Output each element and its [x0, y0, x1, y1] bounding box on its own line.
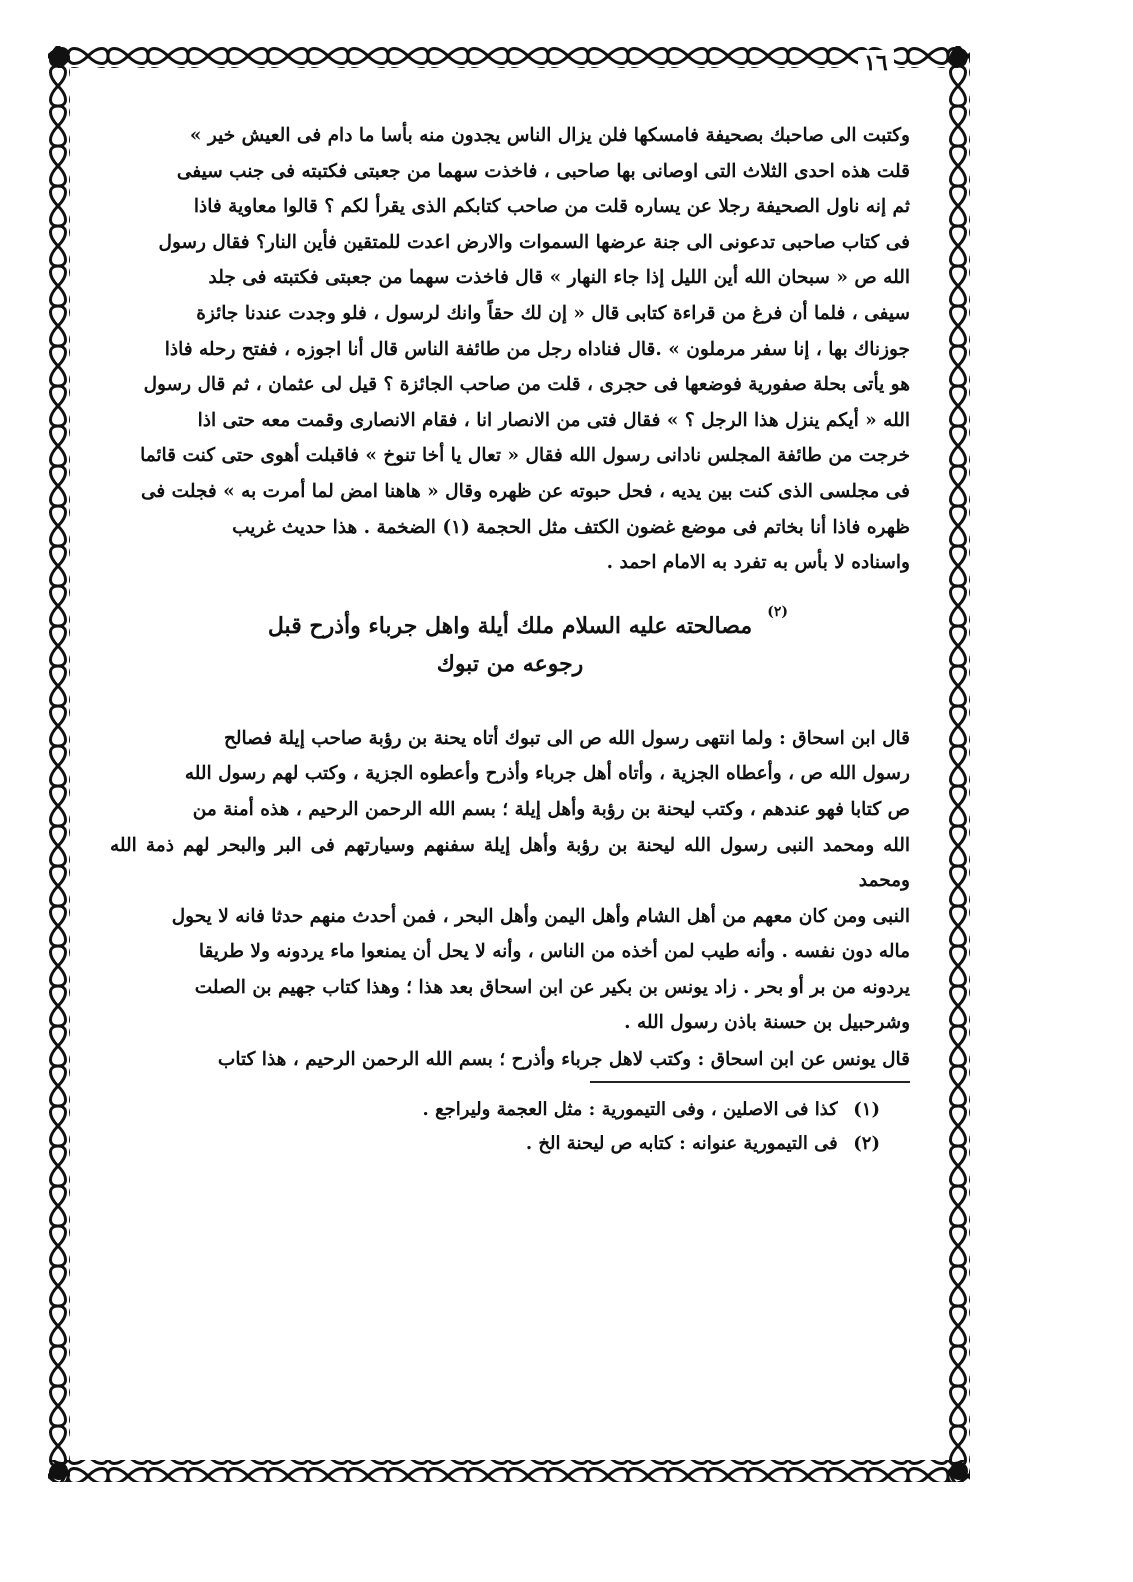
text-line: وكتبت الى صاحبك بصحيفة فامسكها فلن يزال الناس يجدون منه بأسا ما دام فى العيش خير »	[189, 125, 910, 146]
text-line: ثم إنه ناول الصحيفة رجلا عن يساره قلت من صاحب كتابكم الذى يقرأ لكم ؟ قالوا معاوية فاذا	[193, 196, 910, 218]
text-line: وشرحبيل بن حسنة باذن رسول الله .	[624, 1012, 910, 1034]
footnote-text: كذا فى الاصلين ، وفى التيمورية : مثل العجمة وليراجع .	[422, 1099, 838, 1121]
text-line: الله ومحمد النبى رسول الله ليحنة بن رؤبة وأهل إيلة سفنهم وسيارتهم فى البر والبحر لهم ذمة الله ومحمد	[110, 834, 910, 892]
heading-line: مصالحته عليه السلام ملك أيلة واهل جرباء وأذرح قبل	[267, 612, 753, 639]
text-line: قال ابن اسحاق : ولما انتهى رسول الله ص الى تبوك أتاه يحنة بن رؤبة صاحب إيلة فصالح	[223, 727, 910, 749]
text-line: قال يونس عن ابن اسحاق : وكتب لاهل جرباء وأذرح ؛ بسم الله الرحمن الرحيم ، هذا كتاب	[217, 1049, 910, 1071]
footnote-number: (١)	[853, 1099, 880, 1121]
footnote-number: (٢)	[853, 1133, 880, 1155]
page-content	[110, 118, 910, 1161]
paragraph-yunus	[110, 1041, 910, 1079]
text-line: فى كتاب صاحبى تدعونى الى جنة عرضها السموات والارض اعدت للمتقين فأين النار؟ فقال رسول	[158, 231, 910, 253]
footnotes	[110, 1093, 910, 1161]
text-line: فى مجلسى الذى كنت بين يديه ، فحل حبوته عن ظهره وقال « هاهنا امض لما أمرت به » فجلت فى	[140, 480, 910, 502]
section-heading	[110, 603, 910, 683]
text-line: يردونه من بر أو بحر . زاد يونس بن بكير عن ابن اسحاق بعد هذا ؛ وهذا كتاب جهيم بن الصلت	[194, 976, 910, 998]
footnote	[110, 1127, 910, 1161]
text-line: سيفى ، فلما أن فرغ من قراءة كتابى قال « إن لك حقاً وانك لرسول ، فلو وجدت عندنا جائزة	[196, 302, 910, 324]
text-line: ظهره فاذا أنا بخاتم فى موضع غضون الكتف مثل الحجمة (١) الضخمة . هذا حديث غريب	[232, 516, 910, 538]
page-number: ١٦	[858, 50, 894, 76]
paragraph-hadith	[110, 118, 910, 581]
heading-line: رجوعه من تبوك	[436, 650, 584, 677]
text-line: ص كتابا فهو عندهم ، وكتب ليحنة بن رؤبة وأهل إيلة ؛ بسم الله الرحمن الرحيم ، هذه أمنة من	[192, 798, 910, 820]
text-line: واسناده لا بأس به تفرد به الامام احمد .	[606, 552, 910, 574]
text-line: الله « أيكم ينزل هذا الرجل ؟ » فقال فتى من الانصار انا ، فقام الانصارى وقمت معه حتى اذا	[197, 409, 910, 431]
text-line: قلت هذه احدى الثلاث التى اوصانى بها صاحبى ، فاخذت سهما من جعبتى فكتبته فى جنب سيفى	[176, 160, 910, 182]
footnote-marker: (٢)	[767, 603, 788, 620]
text-line: الله ص « سبحان الله أين الليل إذا جاء النهار » قال فاخذت سهما من جعبتى فكتبته فى جلد	[208, 267, 910, 289]
paragraph-treaty	[110, 721, 910, 1041]
text-line: النبى ومن كان معهم من أهل الشام وأهل اليمن وأهل البحر ، فمن أحدث منهم حدثا فانه لا يحول	[171, 905, 910, 927]
footnote-divider	[590, 1081, 910, 1083]
text-line: هو يأتى بحلة صفورية فوضعها فى حجرى ، قلت من صاحب الجائزة ؟ قيل لى عثمان ، ثم قال رسول	[143, 374, 910, 396]
text-line: خرجت من طائفة المجلس نادانى رسول الله فقال « تعال يا أخا تنوخ » فاقبلت أهوى حتى كنت قائما	[140, 445, 910, 467]
footnote	[110, 1093, 910, 1127]
text-line: رسول الله ص ، وأعطاه الجزية ، وأتاه أهل جرباء وأذرح وأعطوه الجزية ، وكتب لهم رسول الله	[184, 763, 910, 785]
text-line: ماله دون نفسه . وأنه طيب لمن أخذه من الناس ، وأنه لا يحل أن يمنعوا ماء يردونه ولا طريقا	[198, 941, 910, 963]
text-line: جوزناك بها ، إنا سفر مرملون » .قال فناداه رجل من طائفة الناس قال أنا اجوزه ، ففتح رحله فاذا	[164, 338, 910, 360]
footnote-text: فى التيمورية عنوانه : كتابه ص ليحنة الخ .	[525, 1133, 838, 1155]
